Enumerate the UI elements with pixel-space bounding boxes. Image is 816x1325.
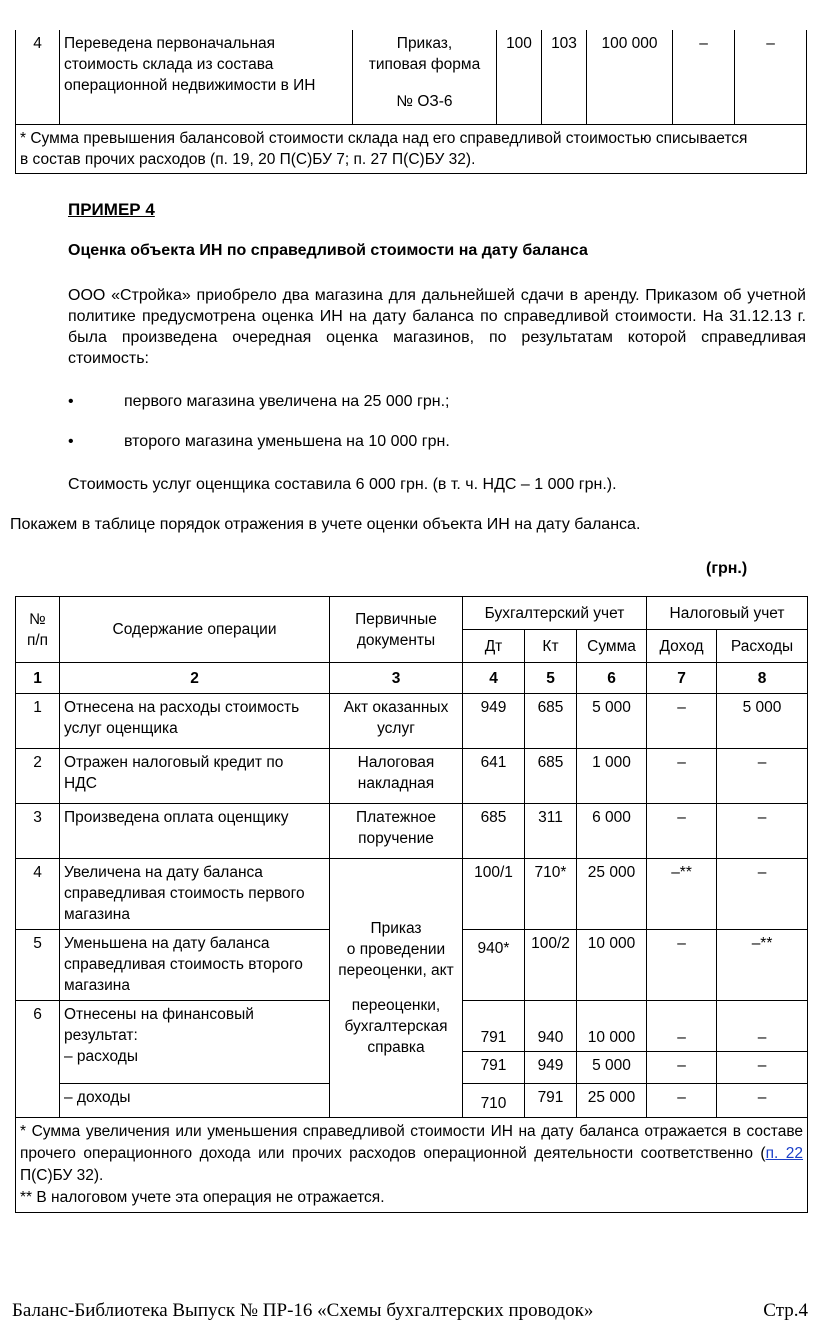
column-number: 4 (463, 663, 525, 694)
tax-expense: – (717, 1001, 808, 1052)
tax-income: – (647, 1052, 717, 1084)
column-number: 3 (330, 663, 463, 694)
bullet-item: второго магазина уменьшена на 10 000 грн. (124, 433, 450, 450)
column-number: 1 (16, 663, 60, 694)
tax-income: – (647, 749, 717, 804)
amount: 10 000 (577, 1001, 647, 1052)
table-row (16, 749, 808, 804)
tax-income: – (647, 1001, 717, 1052)
amount: 25 000 (577, 859, 647, 930)
table-row (16, 694, 808, 749)
row-number: 3 (16, 804, 60, 859)
footnote-row (16, 124, 807, 173)
table-intro: Покажем в таблице порядок отражения в учете оценки объекта ИН на дату баланса. (10, 516, 641, 533)
tax-income: – (673, 30, 735, 124)
merged-primary-documents: Приказ о проведении переоценки, акт переоценки, бухгалтерская справка (330, 859, 463, 1118)
operation-content: Отражен налоговый кредит по НДС (60, 749, 330, 804)
table-row (16, 30, 807, 124)
continued-table (15, 30, 807, 174)
row-number: 2 (16, 749, 60, 804)
row-number: 5 (16, 930, 60, 1001)
operation-content: Отнесены на финансовый результат: – расходы (60, 1001, 330, 1084)
debit-account: 791 (463, 1001, 525, 1052)
header-sum: Сумма (577, 630, 647, 663)
header-content: Содержание операции (60, 597, 330, 663)
credit-account: 940 (525, 1001, 577, 1052)
tax-expense: – (717, 1084, 808, 1118)
primary-documents: Акт оказанных услуг (330, 694, 463, 749)
credit-account: 791 (525, 1084, 577, 1118)
column-numbers-row (16, 663, 808, 694)
debit-account: 685 (463, 804, 525, 859)
column-number: 8 (717, 663, 808, 694)
column-number: 2 (60, 663, 330, 694)
header-expense: Расходы (717, 630, 808, 663)
tax-expense: – (717, 749, 808, 804)
header-income: Доход (647, 630, 717, 663)
tax-expense: – (717, 1052, 808, 1084)
primary-documents: Приказ, типовая форма № ОЗ-6 (353, 30, 497, 124)
primary-documents: Налоговая накладная (330, 749, 463, 804)
header-documents: Первичные документы (330, 597, 463, 663)
footnote (16, 1118, 808, 1213)
footnote-row (16, 1118, 808, 1213)
services-cost: Стоимость услуг оценщика составила 6 000 грн. (в т. ч. НДС – 1 000 грн.). (68, 476, 617, 493)
amount: 6 000 (577, 804, 647, 859)
operation-content: Произведена оплата оценщику (60, 804, 330, 859)
debit-account: 949 (463, 694, 525, 749)
debit-account: 100 (497, 30, 542, 124)
bullet-icon: • (68, 393, 74, 410)
header-accounting: Бухгалтерский учет (463, 597, 647, 630)
column-number: 5 (525, 663, 577, 694)
example-title: ПРИМЕР 4 (68, 200, 155, 219)
tax-income: – (647, 694, 717, 749)
header-number: № п/п (16, 597, 60, 663)
column-number: 6 (577, 663, 647, 694)
credit-account: 685 (525, 694, 577, 749)
page-number: Стр.4 (763, 1300, 808, 1321)
row-number: 6 (16, 1001, 60, 1118)
debit-account: 710 (463, 1084, 525, 1118)
operation-content: Увеличена на дату баланса справедливая стоимость первого магазина (60, 859, 330, 930)
credit-account: 710* (525, 859, 577, 930)
tax-income: – (647, 1084, 717, 1118)
operations-table (15, 596, 808, 1213)
header-debit: Дт (463, 630, 525, 663)
row-number: 4 (16, 859, 60, 930)
footnote-1: * Сумма увеличения или уменьшения справедливой стоимости ИН на дату баланса отражается в составе прочего операционного дохода или прочих расходов операционной деятельности соответственно (п. 22 П(С)БУ 32). (20, 1123, 804, 1184)
debit-account: 940* (463, 930, 525, 1001)
unit-label: (грн.) (706, 560, 748, 577)
table-row (16, 804, 808, 859)
amount: 100 000 (587, 30, 673, 124)
credit-account: 103 (542, 30, 587, 124)
row-number: 4 (16, 30, 60, 124)
amount: 5 000 (577, 694, 647, 749)
header-credit: Кт (525, 630, 577, 663)
amount: 10 000 (577, 930, 647, 1001)
example-intro: ООО «Стройка» приобрело два магазина для дальнейшей сдачи в аренду. Приказом об учетной политике предусмотрена оценка ИН на дату баланса по справедливой стоимости. На 31.12.13 г. была произведена очередная оценка магазинов, по результатам которой справедливая стоимость: (68, 287, 806, 367)
amount: 5 000 (577, 1052, 647, 1084)
credit-account: 311 (525, 804, 577, 859)
credit-account: 100/2 (525, 930, 577, 1001)
tax-expense: –** (717, 930, 808, 1001)
tax-expense: – (717, 859, 808, 930)
footnote: * Сумма превышения балансовой стоимости склада над его справедливой стоимостью списывается в состав прочих расходов (п. 19, 20 П(С)БУ 7; п. 27 П(С)БУ 32). (16, 124, 807, 173)
tax-expense: – (735, 30, 807, 124)
bullet-item: первого магазина увеличена на 25 000 грн.; (124, 393, 450, 410)
credit-account: 949 (525, 1052, 577, 1084)
tax-income: – (647, 930, 717, 1001)
amount: 1 000 (577, 749, 647, 804)
operation-content: Отнесена на расходы стоимость услуг оценщика (60, 694, 330, 749)
debit-account: 641 (463, 749, 525, 804)
header-row (16, 597, 808, 630)
primary-documents: Платежное поручение (330, 804, 463, 859)
tax-income: – (647, 804, 717, 859)
footnote-2: ** В налоговом учете эта операция не отражается. (20, 1189, 385, 1206)
header-tax: Налоговый учет (647, 597, 808, 630)
debit-account: 100/1 (463, 859, 525, 930)
debit-account: 791 (463, 1052, 525, 1084)
operation-content: Переведена первоначальная стоимость склада из состава операционной недвижимости в ИН (60, 30, 353, 124)
tax-expense: 5 000 (717, 694, 808, 749)
example-subtitle: Оценка объекта ИН по справедливой стоимости на дату баланса (68, 242, 588, 259)
tax-income: –** (647, 859, 717, 930)
table-row (16, 859, 808, 930)
law-reference-link[interactable]: п. 22 (765, 1145, 804, 1162)
operation-content: – доходы (60, 1084, 330, 1118)
column-number: 7 (647, 663, 717, 694)
credit-account: 685 (525, 749, 577, 804)
amount: 25 000 (577, 1084, 647, 1118)
footer-publication: Баланс-Библиотека Выпуск № ПР-16 «Схемы бухгалтерских проводок» (12, 1300, 594, 1321)
operation-content: Уменьшена на дату баланса справедливая стоимость второго магазина (60, 930, 330, 1001)
bullet-icon: • (68, 433, 74, 450)
row-number: 1 (16, 694, 60, 749)
tax-expense: – (717, 804, 808, 859)
